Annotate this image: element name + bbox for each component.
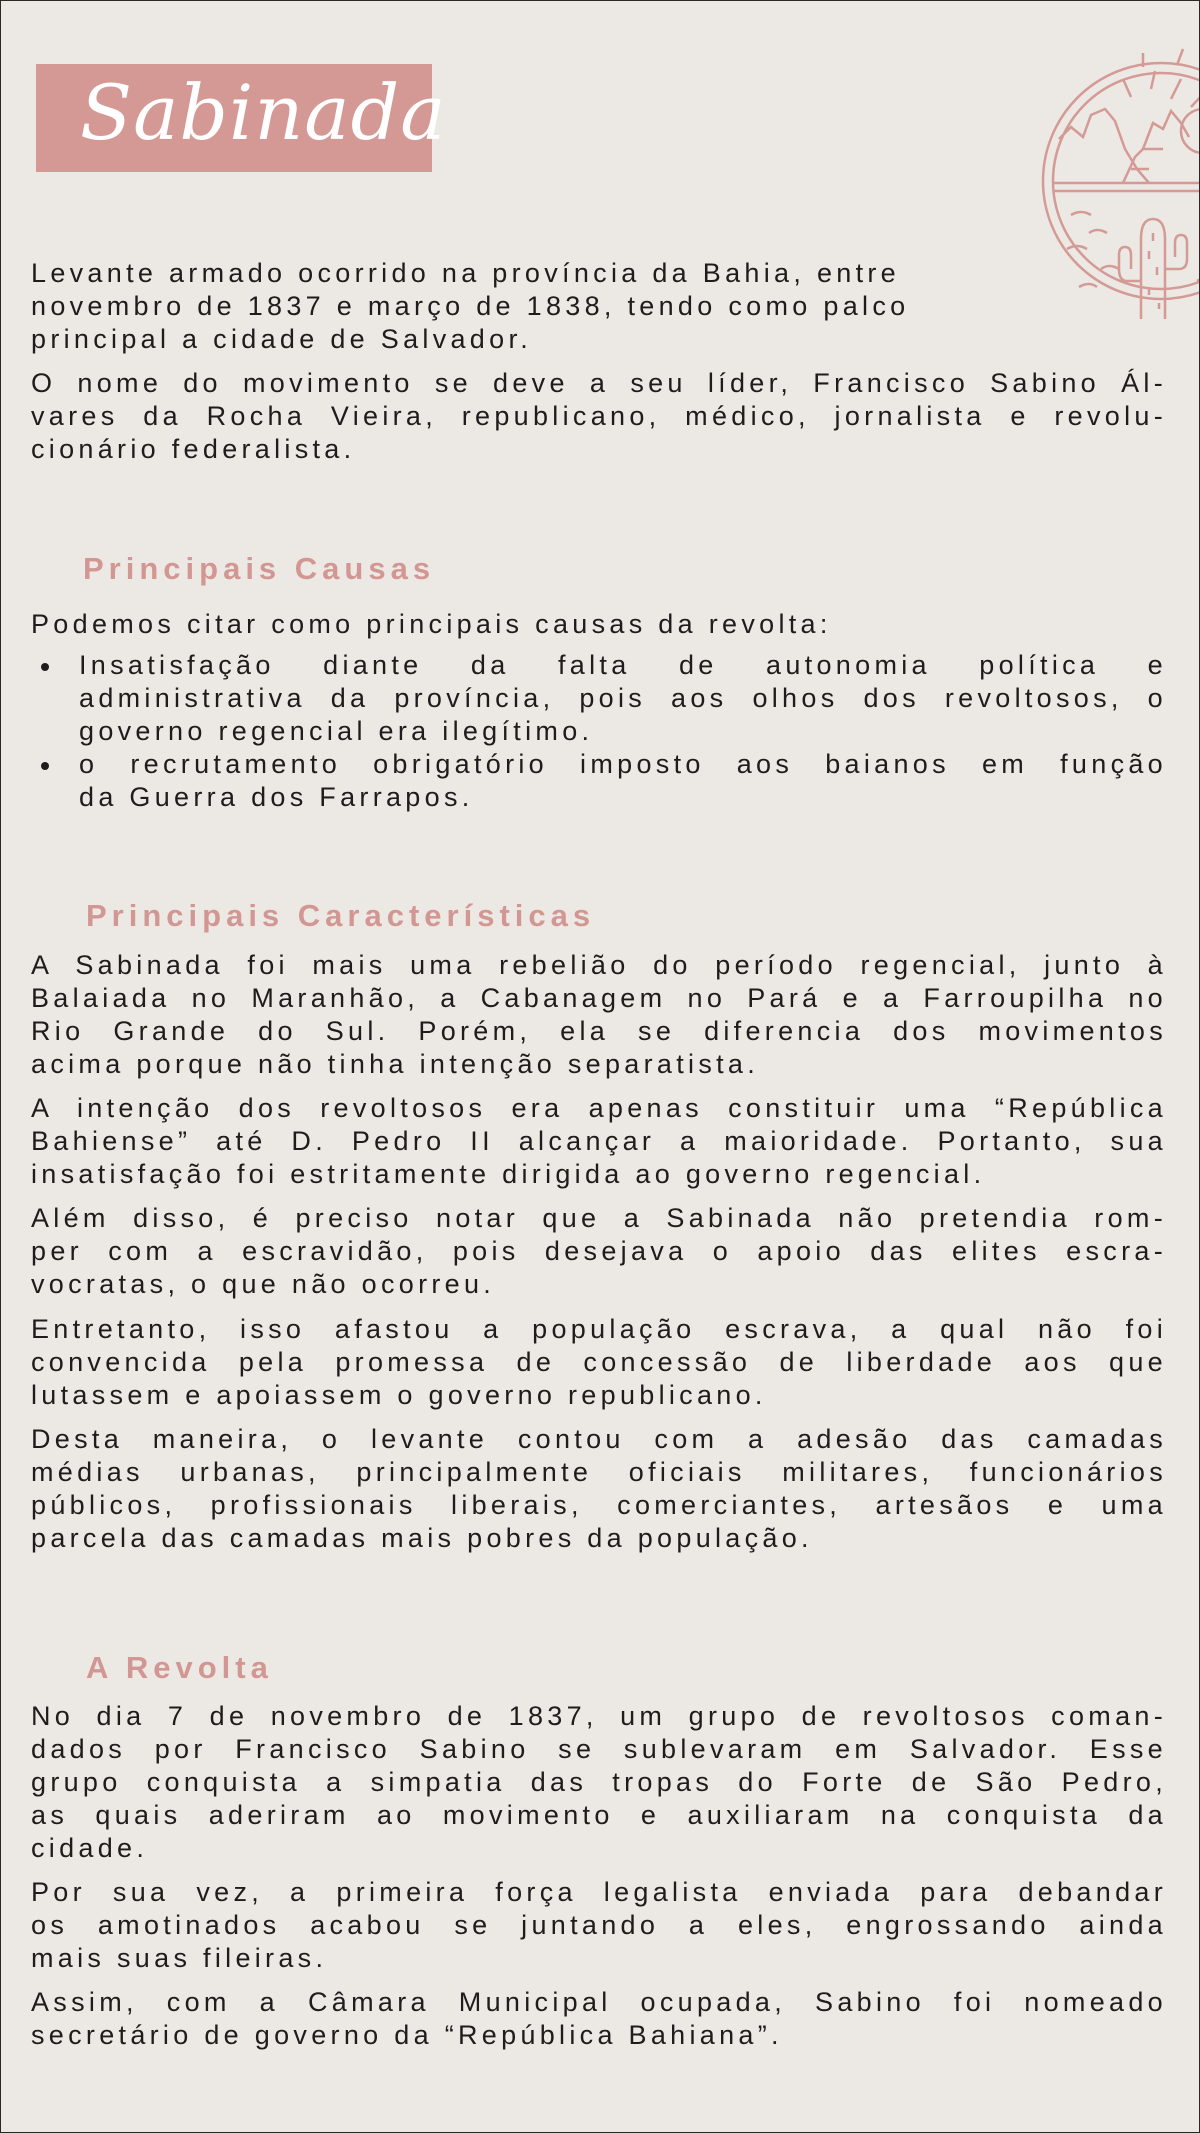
list-item-line: administrativa da província, pois aos olhos dos revoltosos, o <box>79 683 1167 713</box>
paragraph-line: insatisfação foi estritamente dirigida ao governo regencial. <box>31 1159 986 1189</box>
page-title: Sabinada <box>80 68 447 157</box>
paragraph-line: acima porque não tinha intenção separatista. <box>31 1049 760 1079</box>
causas-list <box>31 649 1167 814</box>
paragraph-line: parcela das camadas mais pobres da população. <box>31 1523 813 1553</box>
paragraph-line: vocratas, o que não ocorreu. <box>31 1269 496 1299</box>
paragraph-line: grupo conquista a simpatia das tropas do Forte de São Pedro, <box>31 1767 1167 1797</box>
revolta-paragraph-3 <box>31 1986 1167 2052</box>
caracteristicas-paragraph-2 <box>31 1092 1167 1191</box>
paragraph-line: Entretanto, isso afastou a população escrava, a qual não foi <box>31 1314 1167 1344</box>
list-item-line: Insatisfação diante da falta de autonomia política e <box>79 650 1167 680</box>
paragraph-line: as quais aderiram ao movimento e auxiliaram na conquista da <box>31 1800 1167 1830</box>
caracteristicas-paragraph-1 <box>31 949 1167 1081</box>
paragraph-line: Rio Grande do Sul. Porém, ela se diferencia dos movimentos <box>31 1016 1167 1046</box>
section-heading-causas: Principais Causas <box>83 551 436 586</box>
paragraph-line: secretário de governo da “República Bahiana”. <box>31 2020 783 2050</box>
intro-p1-line: principal a cidade de Salvador. <box>31 324 533 354</box>
caracteristicas-paragraph-3 <box>31 1202 1167 1301</box>
causas-lead-line: Podemos citar como principais causas da revolta: <box>31 609 832 639</box>
paragraph-line: Balaiada no Maranhão, a Cabanagem no Pará e a Farroupilha no <box>31 983 1167 1013</box>
paragraph-line: Desta maneira, o levante contou com a adesão das camadas <box>31 1424 1167 1454</box>
intro-p1-line: Levante armado ocorrido na província da Bahia, entre <box>31 258 901 288</box>
intro-p2-line: vares da Rocha Vieira, republicano, médico, jornalista e revolu- <box>31 401 1167 431</box>
paragraph-line: Além disso, é preciso notar que a Sabinada não pretendia rom- <box>31 1203 1167 1233</box>
list-item-line: o recrutamento obrigatório imposto aos baianos em função <box>79 749 1167 779</box>
paragraph-line: médias urbanas, principalmente oficiais militares, funcionários <box>31 1457 1167 1487</box>
paragraph-line: Por sua vez, a primeira força legalista enviada para debandar <box>31 1877 1167 1907</box>
paragraph-line: lutassem e apoiassem o governo republicano. <box>31 1380 767 1410</box>
title-banner <box>36 64 447 172</box>
intro-p2-line: O nome do movimento se deve a seu líder, Francisco Sabino Ál- <box>31 368 1167 398</box>
intro-p2-line: cionário federalista. <box>31 434 356 464</box>
revolta-paragraph-2 <box>31 1876 1167 1975</box>
paragraph-line: Assim, com a Câmara Municipal ocupada, Sabino foi nomeado <box>31 1987 1167 2017</box>
revolta-paragraph-1 <box>31 1700 1167 1865</box>
paragraph-line: convencida pela promessa de concessão de liberdade aos que <box>31 1347 1167 1377</box>
list-item-line: governo regencial era ilegítimo. <box>79 716 594 746</box>
paragraph-line: públicos, profissionais liberais, comerciantes, artesãos e uma <box>31 1490 1167 1520</box>
paragraph-line: No dia 7 de novembro de 1837, um grupo de revoltosos coman- <box>31 1701 1167 1731</box>
section-heading-caracteristicas: Principais Características <box>86 898 596 933</box>
caracteristicas-paragraph-4 <box>31 1313 1167 1412</box>
intro-paragraph-1 <box>31 257 1167 356</box>
section-heading-revolta: A Revolta <box>86 1650 273 1685</box>
paragraph-line: dados por Francisco Sabino se sublevaram em Salvador. Esse <box>31 1734 1167 1764</box>
paragraph-line: A Sabinada foi mais uma rebelião do período regencial, junto à <box>31 950 1167 980</box>
paragraph-line: mais suas fileiras. <box>31 1943 328 1973</box>
caracteristicas-paragraph-5 <box>31 1423 1167 1555</box>
paragraph-line: cidade. <box>31 1833 149 1863</box>
paragraph-line: per com a escravidão, pois desejava o apoio das elites escra- <box>31 1236 1167 1266</box>
paragraph-line: os amotinados acabou se juntando a eles, engrossando ainda <box>31 1910 1167 1940</box>
intro-paragraph-2 <box>31 367 1167 466</box>
list-item <box>31 748 1167 814</box>
intro-p1-line: novembro de 1837 e março de 1838, tendo como palco <box>31 291 910 321</box>
paragraph-line: A intenção dos revoltosos era apenas constituir uma “República <box>31 1093 1167 1123</box>
paragraph-line: Bahiense” até D. Pedro II alcançar a maioridade. Portanto, sua <box>31 1126 1167 1156</box>
list-item <box>31 649 1167 748</box>
causas-lead <box>31 608 1167 641</box>
list-item-line: da Guerra dos Farrapos. <box>79 782 474 812</box>
